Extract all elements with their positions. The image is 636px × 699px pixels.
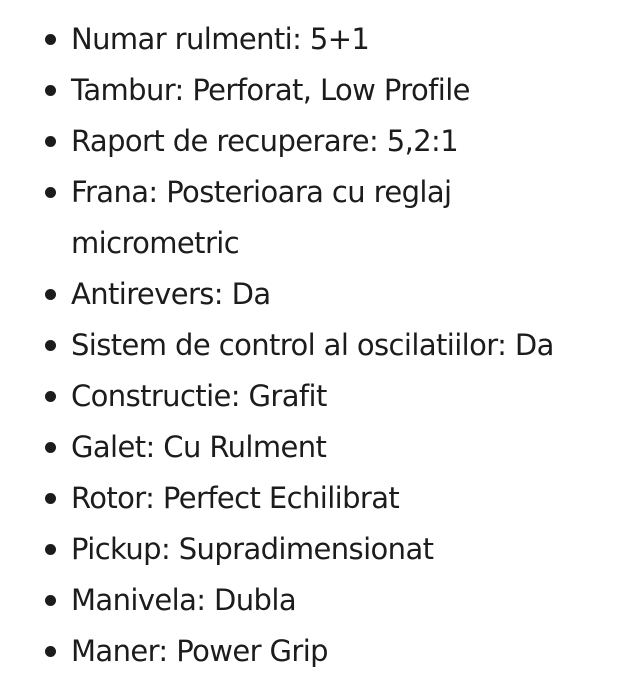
spec-text: Constructie: Grafit [71,379,327,413]
spec-text: Antirevers: Da [71,277,271,311]
spec-item-gear-ratio [0,116,636,167]
spec-text: Galet: Cu Rulment [71,430,327,464]
spec-item-anti-reverse [0,269,636,320]
spec-item-drag [0,167,509,269]
spec-item-pickup [0,524,636,575]
bullet-icon [45,493,56,504]
spec-text: Numar rulmenti: 5+1 [71,22,370,56]
bullet-icon [45,442,56,453]
bullet-icon [45,34,56,45]
bullet-icon [45,187,56,198]
bullet-icon [45,340,56,351]
spec-item-line-roller [0,422,636,473]
spec-text: Tambur: Perforat, Low Profile [71,73,470,107]
spec-text: Manivela: Dubla [71,583,296,617]
spec-text: Rotor: Perfect Echilibrat [71,481,400,515]
spec-list [0,14,636,677]
spec-text: Pickup: Supradimensionat [71,532,434,566]
spec-item-oscillation-control [0,320,636,371]
bullet-icon [45,136,56,147]
bullet-icon [45,85,56,96]
spec-text: Maner: Power Grip [71,634,328,668]
spec-item-spool [0,65,636,116]
spec-item-grip [0,626,636,677]
spec-text: Sistem de control al oscilatiilor: Da [71,328,554,362]
spec-item-rotor [0,473,636,524]
bullet-icon [45,595,56,606]
bullet-icon [45,646,56,657]
spec-text: Frana: Posterioara cu reglaj micrometric [71,175,452,260]
spec-item-bearings [0,14,636,65]
bullet-icon [45,289,56,300]
spec-text: Raport de recuperare: 5,2:1 [71,124,459,158]
bullet-icon [45,544,56,555]
spec-item-handle [0,575,636,626]
spec-item-construction [0,371,636,422]
bullet-icon [45,391,56,402]
